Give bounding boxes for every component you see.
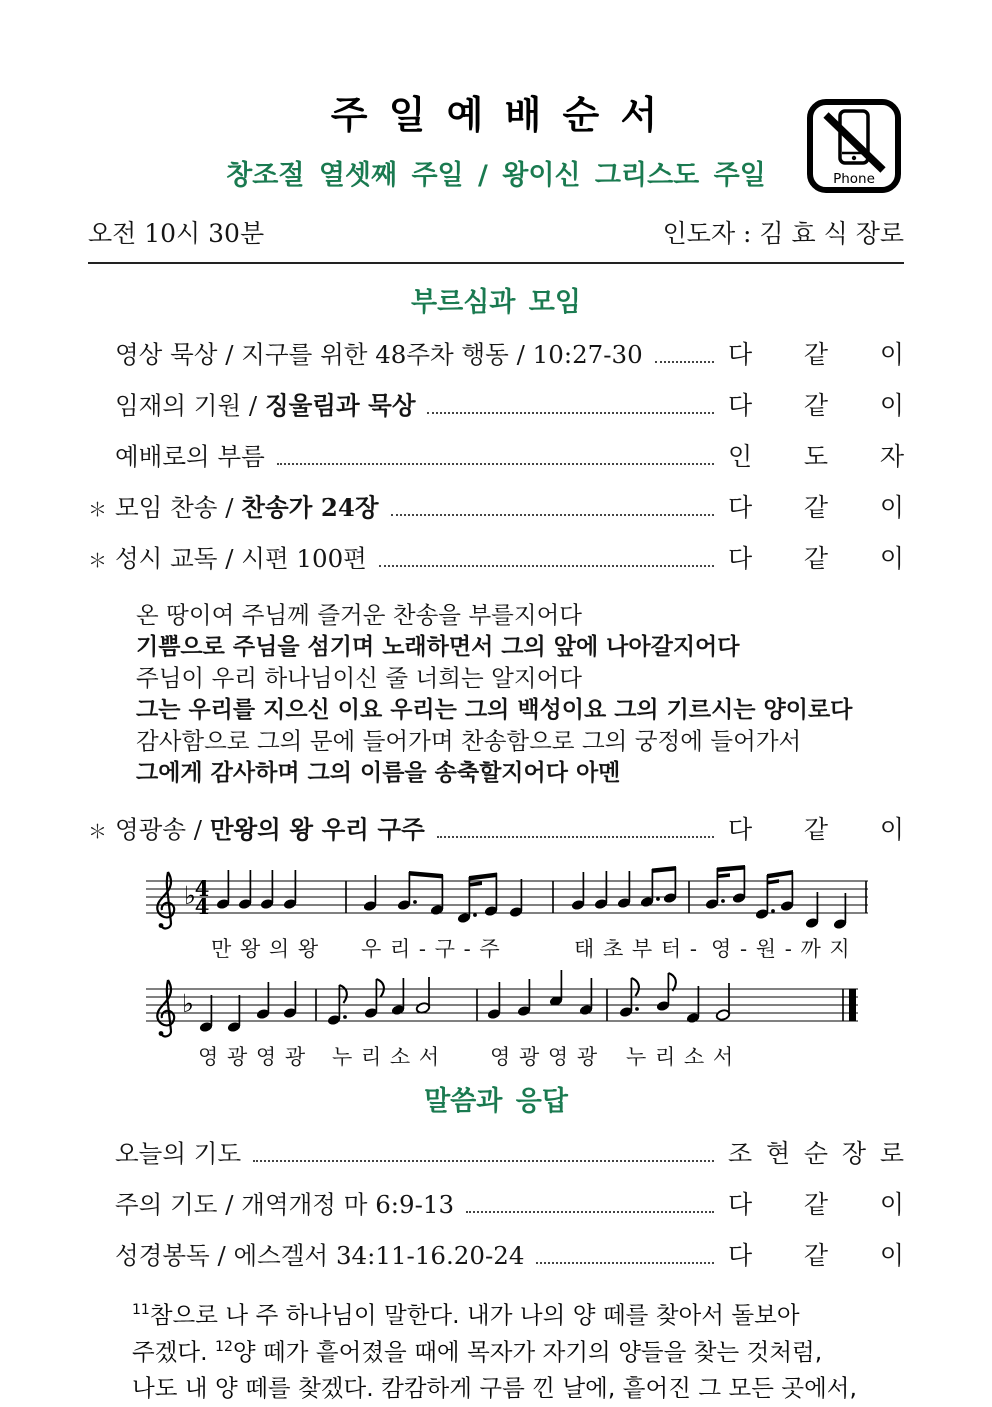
dotted-leader	[536, 1262, 714, 1264]
row-label	[115, 1241, 524, 1270]
psalm-line: 온 땅이여 주님께 즐거운 찬송을 부를지어다	[136, 601, 582, 629]
scripture-line	[132, 1370, 904, 1407]
row-label	[115, 815, 425, 844]
order-row	[88, 1139, 904, 1169]
dotted-leader	[379, 565, 714, 567]
psalm-line: 그에게 감사하며 그의 이름을 송축할지어다 아멘	[136, 759, 621, 786]
lyric-phrase: 누 리 소 서	[626, 1045, 735, 1069]
dotted-leader	[391, 514, 714, 516]
row-label-text: 성시 교독 / 시편 100편	[115, 544, 367, 573]
gloria-hymn-score	[146, 859, 872, 1069]
row-label-text: 성경봉독 / 에스겔서 34:11-16.20-24	[115, 1241, 525, 1270]
row-label	[115, 442, 265, 471]
row-label-bold: 만왕의 왕 우리 구주	[209, 815, 425, 844]
lyric-phrase: 태 초 부 터 -	[574, 937, 698, 961]
order-row	[88, 493, 904, 523]
staff1-lyrics	[146, 933, 872, 961]
scripture-text: 참으로 나 주 하나님이 말한다. 내가 나의 양 떼를 찾아서 돌보아	[149, 1301, 800, 1329]
scripture-line	[132, 1334, 904, 1371]
staff-lines	[146, 989, 858, 1021]
page-title: 주 일 예 배 순 서	[330, 92, 662, 137]
psalm-line: 기쁨으로 주님을 섬기며 노래하면서 그의 앞에 나아갈지어다	[136, 633, 740, 660]
music-notes-m4	[619, 973, 731, 1024]
psalm-line: 주님이 우리 하나님이신 줄 너희는 알지어다	[136, 664, 582, 692]
service-leader: 인도자 : 김 효 식 장로	[662, 219, 904, 248]
staff2-lyrics	[146, 1041, 872, 1069]
row-result: 다 같 이	[728, 340, 904, 369]
row-label	[115, 1190, 454, 1219]
row-result: 다 같 이	[728, 1190, 904, 1219]
lyric-phrase: 우 리 - 구 - 주	[361, 937, 501, 961]
phone-icon-label: Phone	[833, 171, 875, 187]
time-signature	[195, 876, 210, 919]
row-label-text: 모임 찬송 /	[115, 493, 242, 522]
flat-sign: ♭	[184, 881, 196, 910]
lyric-phrase: 만 왕 의 왕	[211, 937, 320, 961]
row-label	[115, 493, 379, 522]
flat-sign: ♭	[182, 989, 194, 1018]
row-result: 인 도 자	[728, 442, 904, 471]
scripture-text: 주겠다.	[132, 1337, 216, 1366]
dotted-leader	[253, 1160, 714, 1162]
row-label	[115, 340, 643, 369]
svg-text:4: 4	[194, 894, 210, 919]
dotted-leader	[427, 412, 714, 414]
section-heading-calling: 부르심과 모임	[411, 287, 581, 318]
row-label-text: 영상 묵상 / 지구를 위한 48주차 행동 / 10:27-30	[115, 340, 643, 369]
row-result: 다 같 이	[728, 1241, 904, 1270]
section-heading-word: 말씀과 응답	[424, 1086, 568, 1117]
row-result: 조 현 순 장 로	[728, 1139, 904, 1168]
row-marker: ＊	[88, 499, 108, 521]
dotted-leader	[466, 1211, 714, 1213]
scripture-passage	[132, 1297, 904, 1407]
row-label-text: 예배로의 부름	[115, 442, 265, 471]
lyric-phrase: 영 광 영 광	[198, 1045, 307, 1069]
dotted-leader	[437, 836, 714, 838]
row-result: 다 같 이	[728, 493, 904, 522]
dotted-leader	[277, 463, 714, 465]
music-notes-m1	[216, 870, 297, 910]
scripture-text: 양 떼가 흩어졌을 때에 목자가 자기의 양들을 찾는 것처럼,	[232, 1337, 823, 1366]
row-label-text: 주의 기도 / 개역개정 마 6:9-13	[115, 1190, 455, 1219]
row-marker: ＊	[88, 550, 108, 572]
order-row	[88, 1190, 904, 1220]
row-label-bold: 찬송가 24장	[241, 493, 379, 522]
no-phone-icon	[806, 98, 902, 194]
responsive-reading	[136, 600, 904, 789]
lyric-phrase: 영 - 원 - 까 지	[711, 937, 851, 961]
row-marker: ＊	[88, 821, 108, 843]
psalm-line: 감사함으로 그의 문에 들어가며 찬송함으로 그의 궁정에 들어가서	[136, 727, 802, 755]
order-row	[88, 1241, 904, 1271]
lyric-phrase: 누 리 소 서	[332, 1045, 441, 1069]
psalm-line: 그는 우리를 지으신 이요 우리는 그의 백성이요 그의 기르시는 양이로다	[136, 696, 853, 723]
hymn-staff-1	[146, 859, 872, 961]
row-label-text: 영광송 /	[115, 815, 210, 844]
order-row	[88, 340, 904, 370]
row-result: 다 같 이	[728, 544, 904, 573]
row-label	[115, 1139, 241, 1168]
row-result: 다 같 이	[728, 391, 904, 420]
row-label	[115, 391, 415, 420]
staff-lines	[146, 881, 868, 913]
scripture-text: 나도 내 양 떼를 찾겠다. 캄캄하게 구름 낀 날에, 흩어진 그 모든 곳에서,	[132, 1374, 857, 1402]
row-label-bold: 징울림과 묵상	[264, 391, 416, 420]
page-subtitle: 창조절 열셋째 주일 / 왕이신 그리스도 주일	[226, 160, 766, 191]
scripture-line	[132, 1297, 904, 1334]
dotted-leader	[655, 361, 714, 363]
music-notes-m2	[327, 977, 431, 1026]
lyric-phrase: 영 광 영 광	[490, 1045, 599, 1069]
verse-number: 11	[132, 1302, 150, 1319]
row-result: 다 같 이	[728, 815, 904, 844]
row-label	[115, 544, 367, 573]
order-row	[88, 442, 904, 472]
order-row	[88, 391, 904, 421]
order-row	[88, 815, 904, 845]
verse-number: 12	[215, 1338, 233, 1355]
row-label-text: 임재의 기원 /	[115, 391, 265, 420]
svg-text:4: 4	[194, 876, 210, 901]
order-row	[88, 544, 904, 574]
service-meta	[88, 214, 904, 250]
hymn-staff-2	[146, 967, 872, 1069]
service-time: 오전 10시 30분	[88, 219, 265, 248]
divider-line	[88, 262, 904, 264]
row-label-text: 오늘의 기도	[115, 1139, 242, 1168]
